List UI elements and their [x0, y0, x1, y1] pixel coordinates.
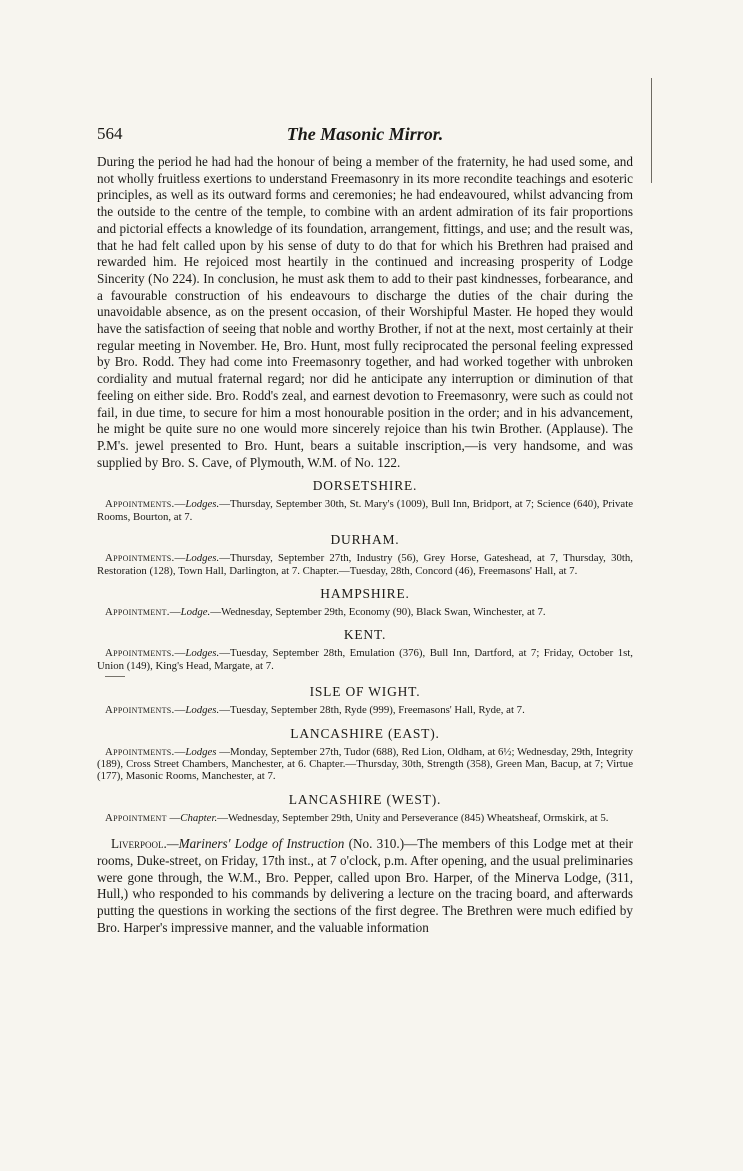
notice-kind: Lodges.	[185, 552, 220, 565]
notice-lead: Appointments.	[105, 745, 175, 758]
appointment-notice	[97, 647, 633, 672]
notice-text: —Wednesday, September 29th, Unity and Perseverance (845) Wheatsheaf, Ormskirk, at 5.	[217, 811, 609, 824]
appointment-notice	[97, 812, 633, 824]
notice-text: —Wednesday, September 29th, Economy (90), Black Swan, Winchester, at 7.	[210, 605, 546, 618]
section-lancashire-east	[97, 725, 633, 783]
appointment-notice	[97, 704, 633, 716]
notice-dash: —	[166, 811, 181, 824]
section-isle-of-wight	[97, 683, 633, 716]
appointment-notice	[97, 606, 633, 618]
notice-lead: Appointment.	[105, 605, 170, 618]
notice-text: —Tuesday, September 28th, Ryde (999), Freemasons' Hall, Ryde, at 7.	[219, 704, 525, 717]
appointment-notice	[97, 552, 633, 577]
notice-dash: —	[174, 647, 186, 660]
notice-lead: Appointment	[105, 811, 167, 824]
running-title: The Masonic Mirror.	[286, 124, 444, 144]
notice-kind: Lodges.	[185, 647, 220, 660]
paragraph-lead: Liverpool.	[111, 836, 167, 852]
page-header	[97, 118, 633, 154]
section-durham	[97, 531, 633, 577]
section-title: DURHAM.	[330, 532, 400, 548]
notice-dash: —	[174, 704, 186, 717]
notice-kind: Lodges	[185, 745, 217, 758]
section-title: LANCASHIRE (EAST).	[290, 725, 440, 741]
divider-dash	[105, 676, 125, 677]
notice-text: —Tuesday, September 28th, Emulation (376), Bull Inn, Dartford, at 7; Friday, October 1st, Union (149), King's Head, Margate, at 7.	[97, 647, 633, 672]
notice-kind: Lodge.	[180, 605, 211, 618]
section-title: ISLE OF WIGHT.	[309, 684, 421, 700]
notice-kind: Lodges.	[185, 704, 220, 717]
section-dorsetshire	[97, 477, 633, 523]
section-title: DORSETSHIRE.	[312, 478, 418, 494]
margin-rule	[651, 78, 652, 183]
page-number: 564	[97, 124, 123, 143]
section-lancashire-west	[97, 791, 633, 824]
notice-lead: Appointments.	[105, 704, 175, 717]
section-title: HAMPSHIRE.	[320, 585, 410, 601]
section-kent	[97, 626, 633, 677]
notice-kind: Lodges.	[185, 498, 220, 511]
paragraph-kind: —Mariners' Lodge of Instruction	[166, 836, 345, 852]
notice-dash: —	[174, 745, 186, 758]
page	[97, 118, 633, 936]
notice-lead: Appointments.	[105, 498, 175, 511]
notice-lead: Appointments.	[105, 552, 175, 565]
notice-text: —Monday, September 27th, Tudor (688), Red Lion, Oldham, at 6½; Wednesday, 29th, Integrity (189), Cross Street Chambers, Manchester, at 6. Chapter.—Thursday, 30th, Strength (358), Green Man, Bacup, at 7; Virtue (177), Masonic Rooms, Manchester, at 7.	[97, 745, 633, 783]
notice-kind: Chapter.	[180, 811, 218, 824]
section-hampshire	[97, 585, 633, 618]
notice-dash: —	[174, 552, 186, 565]
liverpool-paragraph	[97, 836, 633, 936]
paragraph-text: (No. 310.)—The members of this Lodge met at their rooms, Duke-street, on Friday, 17th inst., at 7 o'clock, p.m. After opening, and the usual preliminaries were gone through, the W.M., Bro. Pepper, called upon Bro. Harper, of the Minerva Lodge, (311, Hull,) who responded to his commands by delivering a lecture on the tracing board, and afterwards putting the questions in working the sections of the first degree. The Brethren were much edified by Bro. Harper's impressive manner, and the valuable information	[97, 836, 633, 935]
section-title: LANCASHIRE (WEST).	[288, 791, 442, 807]
section-title: KENT.	[343, 627, 387, 643]
notice-dash: —	[174, 498, 186, 511]
appointment-notice	[97, 746, 633, 783]
notice-text: —Thursday, September 30th, St. Mary's (1009), Bull Inn, Bridport, at 7; Science (640), Private Rooms, Bourton, at 7.	[97, 498, 633, 523]
notice-lead: Appointments.	[105, 647, 175, 660]
appointment-notice	[97, 498, 633, 523]
body-paragraph: During the period he had had the honour of being a member of the fraternity, he had used some, and not wholly fruitless exertions to understand Freemasonry in its more recondite teachings and esoteric principles, as well as its outward forms and ceremonies; he had endeavoured, whilst advancing from the outside to the centre of the temple, to combine with an ardent admiration of its fair proportions and pictorial effects a knowledge of its foundation, arrangement, fittings, and use; and the result was, that he had felt called upon by his sense of duty to do that for which his Brethren had praised and rewarded him. He rejoiced most heartily in the continued and increasing prosperity of Lodge Sincerity (No 224). In conclusion, he must ask them to add to their past kindnesses, forbearance, and a favourable construction of his endeavours to discharge the duties of the chair during the unavoidable absence, as on the present occasion, of their Worshipful Master. He hoped they would have the satisfaction of seeing that noble and worthy Brother, if not at the next, most certainly at their regular meeting in November. He, Bro. Hunt, most fully reciprocated the personal feeling expressed by Bro. Rodd. They had come into Freemasonry together, and had worked together with unbroken cordiality and mutual fraternal regard; nor did he anticipate any interruption or diminution of that feeling on either side. Bro. Rodd's zeal, and earnest devotion to Freemasonry, were such as could not fail, in due time, to secure for him a most honourable position in the order; and in his advancement, he might be quite sure no one would more sincerely rejoice than his twin Brother. (Applause). The P.M's. jewel presented to Bro. Hunt, bears a suitable inscription,—is very handsome, and was supplied by Bro. S. Cave, of Plymouth, W.M. of No. 122.	[97, 154, 633, 470]
notice-dash: —	[169, 605, 181, 618]
notice-text: —Thursday, September 27th, Industry (56), Grey Horse, Gateshead, at 7, Thursday, 30th, Restoration (128), Town Hall, Darlington, at 7. Chapter.—Tuesday, 28th, Concord (46), Freemasons' Hall, at 7.	[97, 552, 633, 577]
